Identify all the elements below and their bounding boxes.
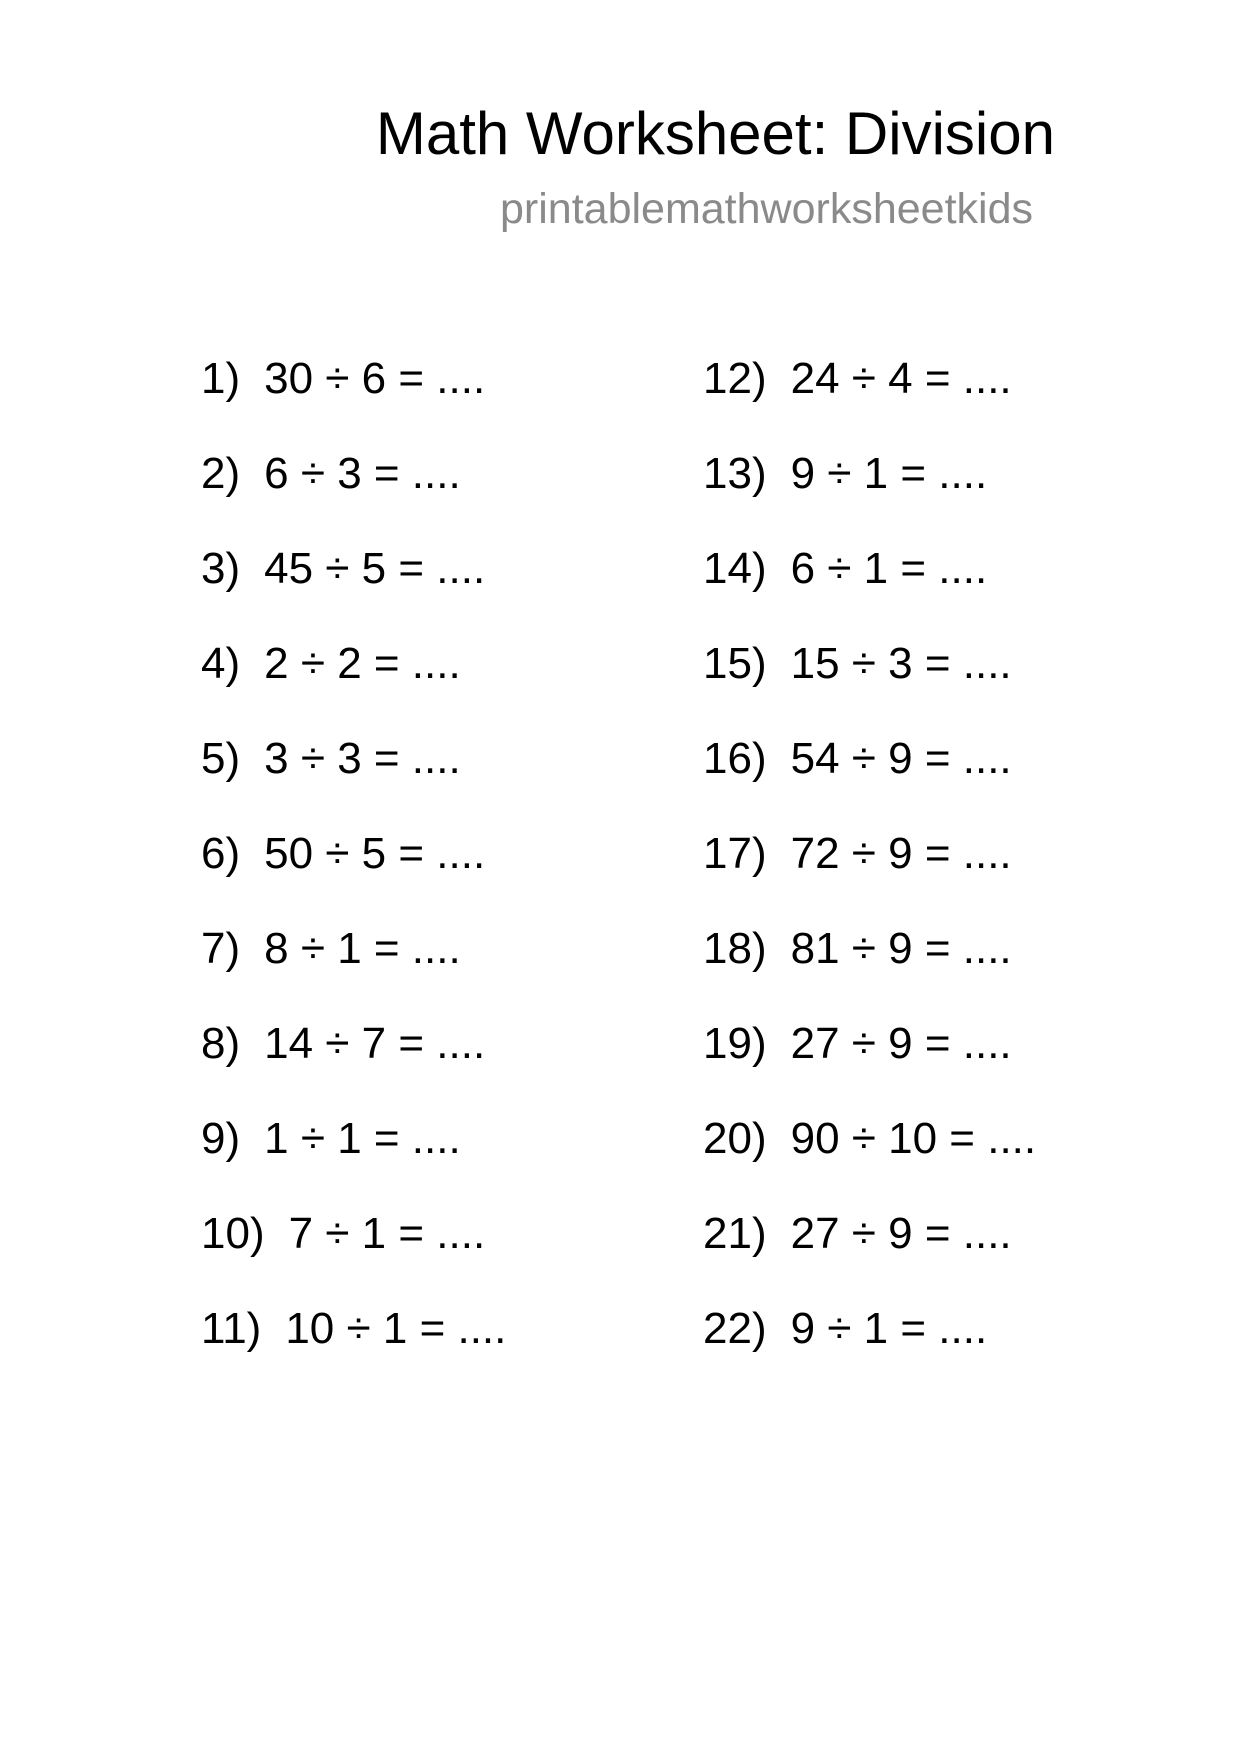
problem-item [703, 633, 1036, 728]
problem-item [201, 633, 506, 728]
problem-item [201, 823, 506, 918]
problem-number: 6) [201, 829, 241, 878]
problem-number: 20) [703, 1114, 767, 1163]
problem-number: 8) [201, 1019, 241, 1068]
problem-expression: 14 ÷ 7 = .... [264, 1019, 486, 1068]
problem-number: 22) [703, 1304, 767, 1353]
problem-item [703, 823, 1036, 918]
problem-item [201, 1108, 506, 1203]
problem-item [201, 1298, 506, 1393]
problem-expression: 7 ÷ 1 = .... [288, 1209, 486, 1258]
problem-expression: 90 ÷ 10 = .... [790, 1114, 1037, 1163]
problem-list-left [201, 348, 506, 1393]
problem-expression: 2 ÷ 2 = .... [264, 639, 461, 688]
problem-item [703, 728, 1036, 823]
problem-item [703, 538, 1036, 633]
problem-item [201, 1013, 506, 1108]
problem-number: 16) [703, 734, 767, 783]
problem-expression: 8 ÷ 1 = .... [264, 924, 461, 973]
problem-expression: 9 ÷ 1 = .... [790, 1304, 988, 1353]
problem-expression: 6 ÷ 1 = .... [790, 544, 988, 593]
problem-expression: 72 ÷ 9 = .... [790, 829, 1012, 878]
problem-expression: 10 ÷ 1 = .... [285, 1304, 507, 1353]
problem-item [703, 443, 1036, 538]
problem-item [703, 1013, 1036, 1108]
problem-expression: 3 ÷ 3 = .... [264, 734, 461, 783]
problem-number: 15) [703, 639, 767, 688]
problem-number: 1) [201, 354, 241, 403]
problem-expression: 45 ÷ 5 = .... [264, 544, 486, 593]
problem-expression: 1 ÷ 1 = .... [264, 1114, 461, 1163]
problem-item [703, 1203, 1036, 1298]
problem-item [703, 1298, 1036, 1393]
problem-expression: 81 ÷ 9 = .... [790, 924, 1012, 973]
problem-expression: 54 ÷ 9 = .... [790, 734, 1012, 783]
problem-item [703, 348, 1036, 443]
problem-item [201, 1203, 506, 1298]
problem-item [201, 728, 506, 823]
problem-item [201, 348, 506, 443]
problem-number: 11) [201, 1304, 262, 1353]
problem-number: 7) [201, 924, 241, 973]
problem-number: 21) [703, 1209, 767, 1258]
problem-item [703, 1108, 1036, 1203]
problem-number: 3) [201, 544, 241, 593]
problem-number: 18) [703, 924, 767, 973]
problem-number: 14) [703, 544, 767, 593]
problem-expression: 50 ÷ 5 = .... [264, 829, 486, 878]
problem-item [201, 443, 506, 538]
problem-expression: 30 ÷ 6 = .... [264, 354, 486, 403]
problem-item [201, 918, 506, 1013]
problem-item [201, 538, 506, 633]
problem-number: 19) [703, 1019, 767, 1068]
problem-expression: 24 ÷ 4 = .... [790, 354, 1012, 403]
problem-expression: 27 ÷ 9 = .... [790, 1019, 1012, 1068]
problem-number: 17) [703, 829, 767, 878]
problem-number: 12) [703, 354, 767, 403]
problem-expression: 9 ÷ 1 = .... [790, 449, 988, 498]
problem-number: 4) [201, 639, 241, 688]
problem-expression: 6 ÷ 3 = .... [264, 449, 461, 498]
problem-expression: 15 ÷ 3 = .... [790, 639, 1012, 688]
problem-number: 2) [201, 449, 241, 498]
problem-expression: 27 ÷ 9 = .... [790, 1209, 1012, 1258]
problem-number: 10) [201, 1209, 265, 1258]
problem-number: 5) [201, 734, 241, 783]
page-title: Math Worksheet: Division [375, 100, 1055, 167]
problem-number: 9) [201, 1114, 241, 1163]
site-subtitle: printablemathworksheetkids [500, 185, 1033, 233]
problem-item [703, 918, 1036, 1013]
problem-number: 13) [703, 449, 767, 498]
problem-list-right [703, 348, 1036, 1393]
